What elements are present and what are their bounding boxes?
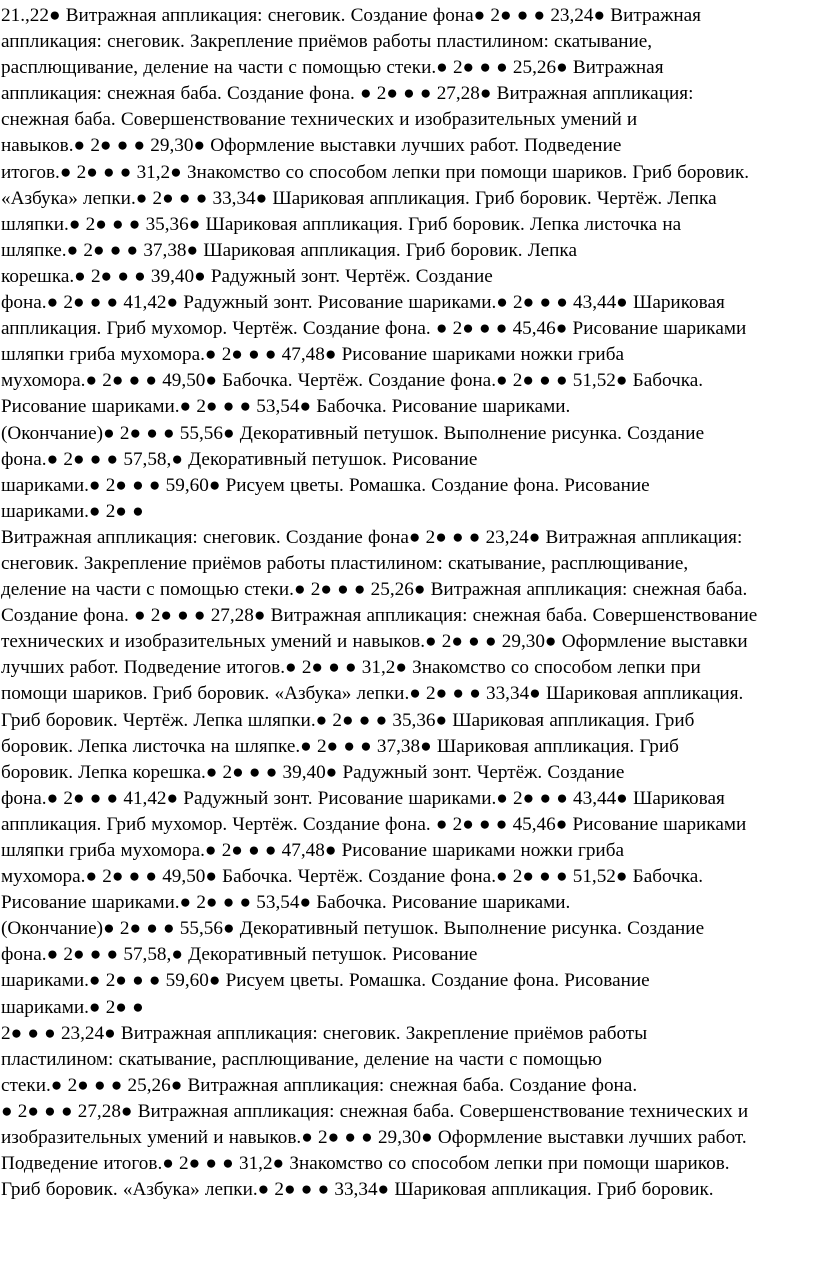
text-line: лучших работ. Подведение итогов.● 2● ● ● 31,2● Знакомство со способом лепки при <box>1 657 701 679</box>
text-line: аппликация. Гриб мухомор. Чертёж. Создание фона. ● 2● ● ● 45,46● Рисование шариками <box>1 813 747 835</box>
text-line: (Окончание)● 2● ● ● 55,56● Декоративный петушок. Выполнение рисунка. Создание <box>1 422 705 444</box>
text-line: помощи шариков. Гриб боровик. «Азбука» лепки.● 2● ● ● 33,34● Шариковая аппликация. <box>1 683 744 705</box>
text-line: изобразительных умений и навыков.● 2● ● ● 29,30● Оформление выставки лучших работ. <box>1 1127 747 1149</box>
text-line: «Азбука» лепки.● 2● ● ● 33,34● Шариковая аппликация. Гриб боровик. Чертёж. Лепка <box>1 187 717 209</box>
text-line: фона.● 2● ● ● 41,42● Радужный зонт. Рисование шариками.● 2● ● ● 43,44● Шариковая <box>1 292 725 314</box>
text-line: ● 2● ● ● 27,28● Витражная аппликация: снежная баба. Совершенствование технических и <box>1 1100 749 1122</box>
text-line: боровик. Лепка корешка.● 2● ● ● 39,40● Радужный зонт. Чертёж. Создание <box>1 761 625 783</box>
text-line: мухомора.● 2● ● ● 49,50● Бабочка. Чертёж. Создание фона.● 2● ● ● 51,52● Бабочка. <box>1 370 704 392</box>
text-line: технических и изобразительных умений и навыков.● 2● ● ● 29,30● Оформление выставки <box>1 631 748 653</box>
text-line: шариками.● 2● ● <box>1 996 144 1018</box>
text-line: корешка.● 2● ● ● 39,40● Радужный зонт. Чертёж. Создание <box>1 265 493 287</box>
text-line: аппликация: снежная баба. Создание фона. ● 2● ● ● 27,28● Витражная аппликация: <box>1 83 694 105</box>
text-line: пластилином: скатывание, расплющивание, деление на части с помощью <box>1 1048 602 1070</box>
text-line: Гриб боровик. Чертёж. Лепка шляпки.● 2● ● ● 35,36● Шариковая аппликация. Гриб <box>1 709 695 731</box>
text-line: фона.● 2● ● ● 57,58,● Декоративный петушок. Рисование <box>1 448 478 470</box>
text-line: стеки.● 2● ● ● 25,26● Витражная аппликация: снежная баба. Создание фона. <box>1 1074 638 1096</box>
text-line: боровик. Лепка листочка на шляпке.● 2● ● ● 37,38● Шариковая аппликация. Гриб <box>1 735 679 757</box>
text-line: шляпке.● 2● ● ● 37,38● Шариковая аппликация. Гриб боровик. Лепка <box>1 239 577 261</box>
text-line: итогов.● 2● ● ● 31,2● Знакомство со способом лепки при помощи шариков. Гриб боровик. <box>1 161 750 183</box>
text-line: (Окончание)● 2● ● ● 55,56● Декоративный петушок. Выполнение рисунка. Создание <box>1 918 705 940</box>
text-line: 2● ● ● 23,24● Витражная аппликация: снеговик. Закрепление приёмов работы <box>1 1022 648 1044</box>
text-line: расплющивание, деление на части с помощью стеки.● 2● ● ● 25,26● Витражная <box>1 57 664 79</box>
text-line: Витражная аппликация: снеговик. Создание фона● 2● ● ● 23,24● Витражная аппликация: <box>1 526 743 548</box>
text-line: фона.● 2● ● ● 57,58,● Декоративный петушок. Рисование <box>1 944 478 966</box>
text-line: Подведение итогов.● 2● ● ● 31,2● Знакомство со способом лепки при помощи шариков. <box>1 1153 730 1175</box>
text-line: аппликация: снеговик. Закрепление приёмов работы пластилином: скатывание, <box>1 31 653 53</box>
text-line: шариками.● 2● ● ● 59,60● Рисуем цветы. Ромашка. Создание фона. Рисование <box>1 474 650 496</box>
text-line: шляпки.● 2● ● ● 35,36● Шариковая аппликация. Гриб боровик. Лепка листочка на <box>1 213 682 235</box>
text-line: шляпки гриба мухомора.● 2● ● ● 47,48● Рисование шариками ножки гриба <box>1 840 624 861</box>
text-line: шляпки гриба мухомора.● 2● ● ● 47,48● Рисование шариками ножки гриба <box>1 344 624 366</box>
text-line: навыков.● 2● ● ● 29,30● Оформление выставки лучших работ. Подведение <box>1 135 622 157</box>
text-line: Рисование шариками.● 2● ● ● 53,54● Бабочка. Рисование шариками. <box>1 396 571 418</box>
text-line: 21.,22● Витражная аппликация: снеговик. Создание фона● 2● ● ● 23,24● Витражная <box>1 5 701 26</box>
text-line: снежная баба. Совершенствование технических и изобразительных умений и <box>1 109 638 131</box>
document-body <box>1 3 813 1203</box>
text-line: аппликация. Гриб мухомор. Чертёж. Создание фона. ● 2● ● ● 45,46● Рисование шариками <box>1 318 747 340</box>
text-line: мухомора.● 2● ● ● 49,50● Бабочка. Чертёж. Создание фона.● 2● ● ● 51,52● Бабочка. <box>1 866 704 888</box>
text-line: снеговик. Закрепление приёмов работы пластилином: скатывание, расплющивание, <box>1 552 689 574</box>
text-line: фона.● 2● ● ● 41,42● Радужный зонт. Рисование шариками.● 2● ● ● 43,44● Шариковая <box>1 787 725 809</box>
text-line: Создание фона. ● 2● ● ● 27,28● Витражная аппликация: снежная баба. Совершенствование <box>1 605 758 627</box>
text-line: Рисование шариками.● 2● ● ● 53,54● Бабочка. Рисование шариками. <box>1 892 571 914</box>
text-line: шариками.● 2● ● <box>1 500 144 522</box>
text-line: деление на части с помощью стеки.● 2● ● ● 25,26● Витражная аппликация: снежная баба. <box>1 579 748 601</box>
text-line: шариками.● 2● ● ● 59,60● Рисуем цветы. Ромашка. Создание фона. Рисование <box>1 970 650 992</box>
text-line: Гриб боровик. «Азбука» лепки.● 2● ● ● 33,34● Шариковая аппликация. Гриб боровик. <box>1 1179 714 1201</box>
